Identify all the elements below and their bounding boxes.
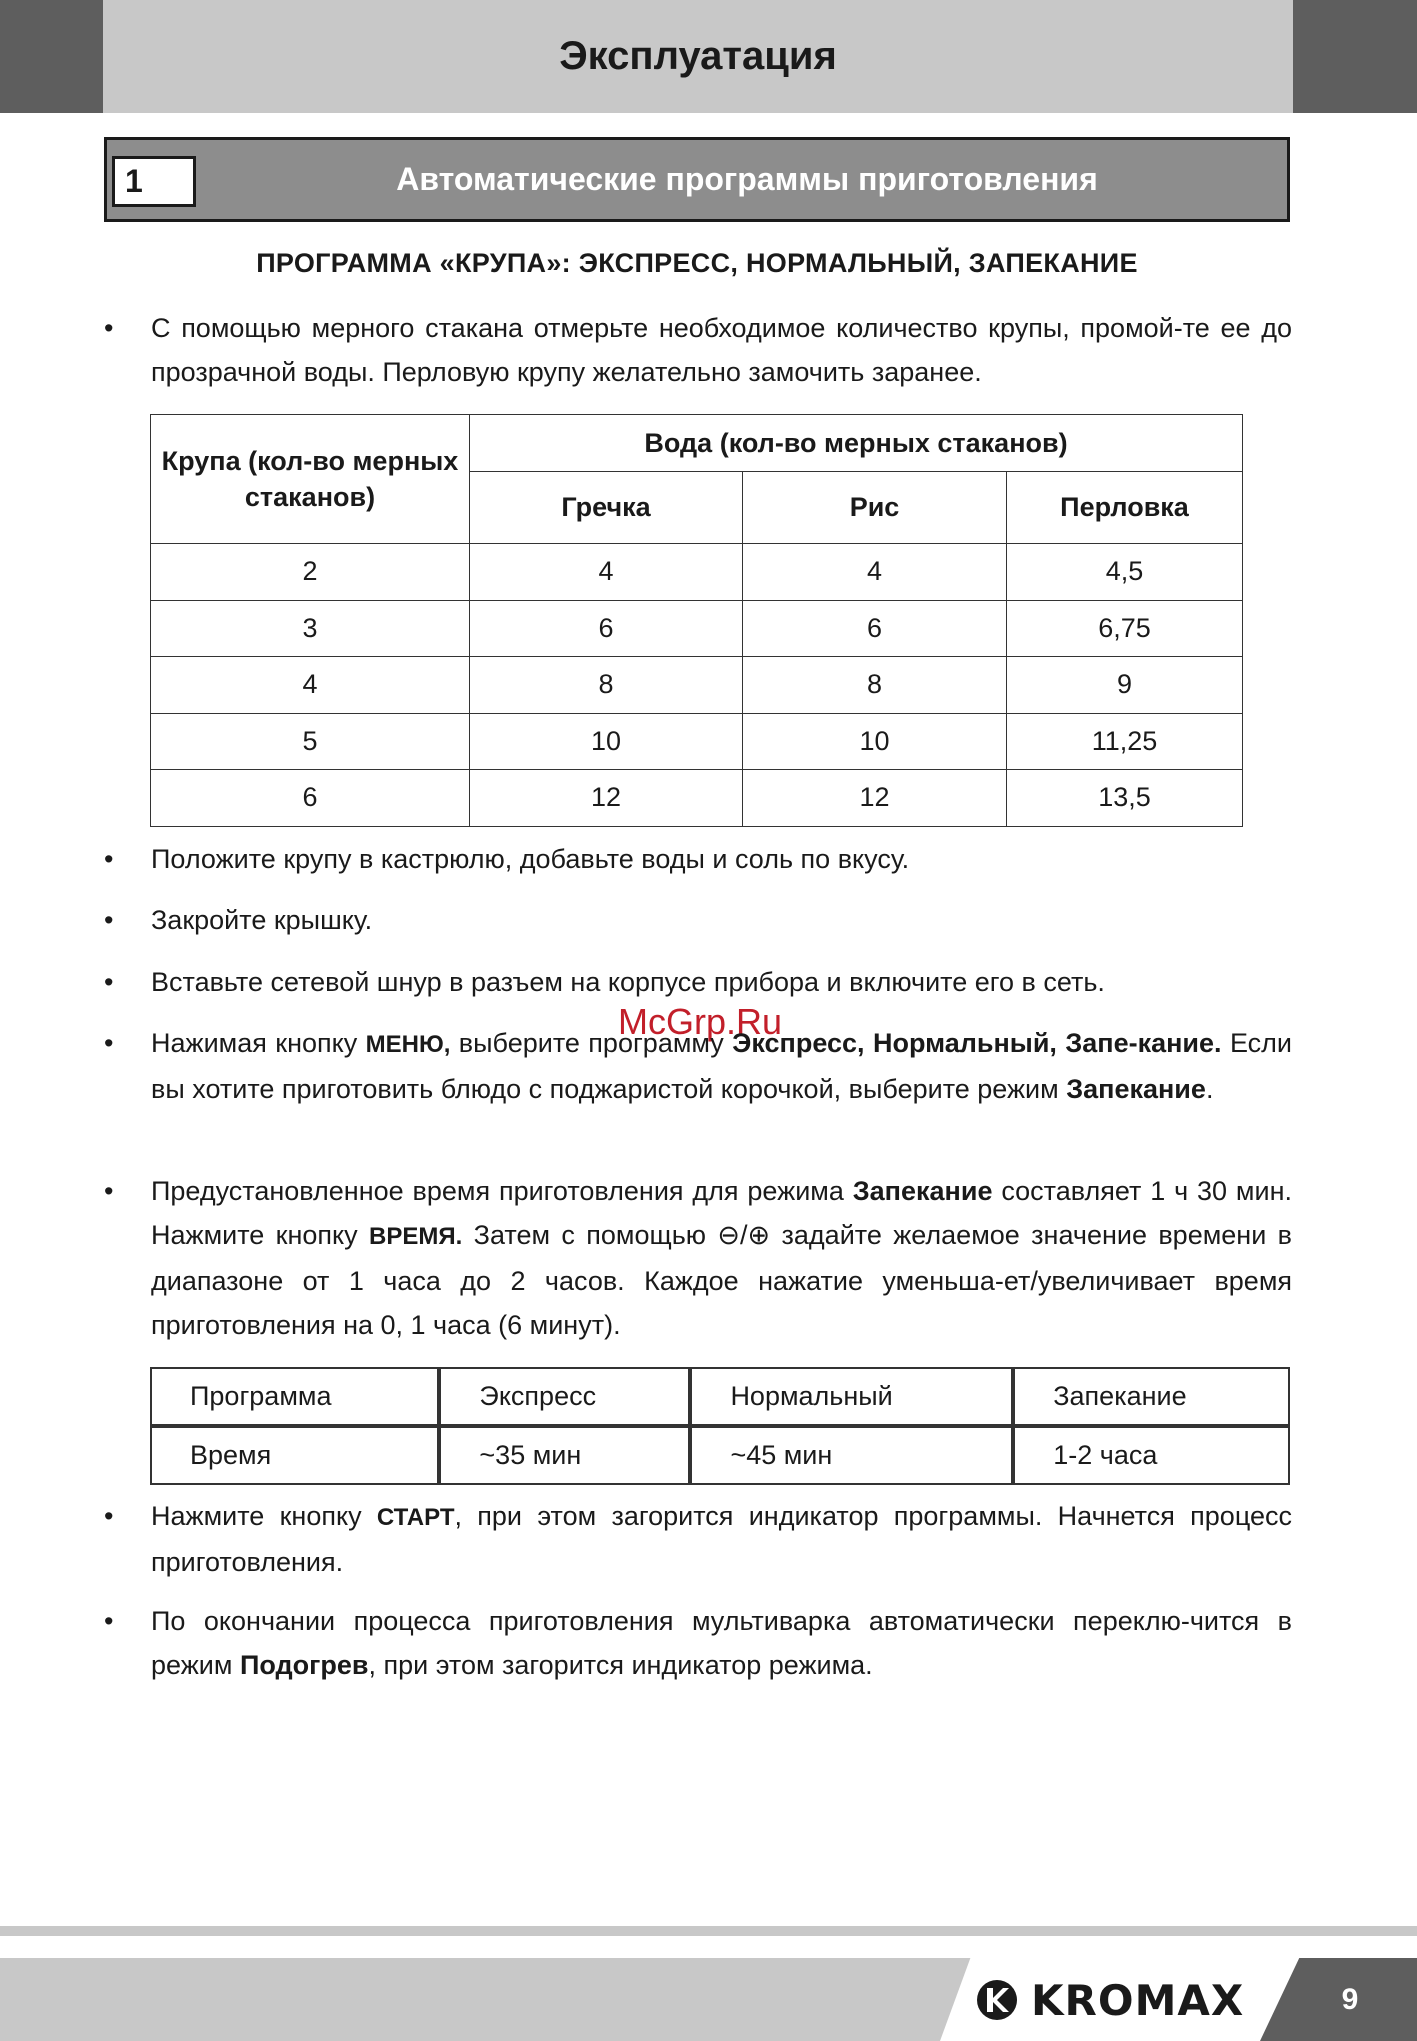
column-header: Рис [743,472,1007,544]
section-number: 1 [112,156,196,207]
kromax-logo-icon [975,1978,1019,2022]
table-row [151,1368,1289,1426]
bullet-text: С помощью мерного стакана отмерьте необходимое количество крупы, промой-те ее до прозрачной воды. Перловую крупу желательно замочить заранее. [151,313,1292,387]
table-cell: 4,5 [1007,544,1243,601]
brand-logo [975,1977,1244,2023]
bullet-text: Закройте крышку. [151,905,373,935]
table-row [151,770,1243,827]
column-header: Перловка [1007,472,1243,544]
grain-water-table [150,414,1243,827]
header-right-block [1293,0,1417,113]
column-header: Гречка [470,472,743,544]
table-cell: 4 [470,544,743,601]
brand-name: KROMAX [1031,1975,1245,2025]
table-cell: 13,5 [1007,770,1243,827]
program-time-table [150,1367,1290,1485]
table-cell: Время [151,1426,439,1484]
table-cell: 6 [743,600,1007,657]
table-cell: 11,25 [1007,713,1243,770]
bullet-item [104,1599,1292,1687]
bullet-icon: • [104,1028,114,1058]
page-title: Эксплуатация [559,34,837,78]
bullet-icon: • [104,1501,114,1531]
table-cell: 10 [470,713,743,770]
table-cell: 8 [470,657,743,714]
bullet-text: Положите крупу в кастрюлю, добавьте воды и соль по вкусу. [151,844,910,874]
bullet-text: Нажимая кнопку МЕНЮ, выберите программу Экспресс, Нормальный, Запе-кание. Если вы хотите приготовить блюдо с поджаристой корочкой, выберите режим Запекание. [151,1028,1292,1104]
table-cell: 12 [470,770,743,827]
bullet-text: Вставьте сетевой шнур в разъем на корпусе прибора и включите его в сеть. [151,967,1105,997]
bullet-item [104,837,1292,881]
table-cell: Программа [151,1368,439,1426]
bullet-text: Нажмите кнопку СТАРТ, при этом загорится индикатор программы. Начнется процесс приготовления. [151,1501,1293,1577]
table-cell: 1-2 часа [1013,1426,1289,1484]
bullet-text: Предустановленное время приготовления для режима Запекание составляет 1 ч 30 мин. Нажмите кнопку ВРЕМЯ. Затем с помощью ⊖/⊕ задайте желаемое значение времени в диапазоне от 1 часа до 2 часов. Каждое нажатие уменьша-ет/увеличивает время приготовления на 0, 1 часа (6 минут). [151,1176,1292,1340]
table-cell: 12 [743,770,1007,827]
bullet-item [104,960,1292,1004]
bullet-item [104,306,1292,394]
bullet-item [104,1494,1292,1584]
table-cell: 4 [743,544,1007,601]
table-cell: 10 [743,713,1007,770]
table-cell: ~35 мин [439,1426,690,1484]
table-cell: 3 [151,600,470,657]
table-cell: Нормальный [690,1368,1013,1426]
table-cell: 9 [1007,657,1243,714]
table-cell: 6 [151,770,470,827]
section-title: Автоматические программы приготовления [396,161,1098,197]
header-left-block [0,0,103,113]
bullet-icon: • [104,967,114,997]
table-row [151,657,1243,714]
bullet-icon: • [104,1176,114,1206]
table-row [151,713,1243,770]
time-key: ВРЕМЯ. [369,1223,463,1250]
table-cell: 2 [151,544,470,601]
table-row [151,544,1243,601]
watermark: McGrp.Ru [618,1001,783,1042]
grain-header: Крупа (кол-во мерных стаканов) [151,415,470,544]
bullet-item [104,1021,1292,1111]
bullet-icon: • [104,313,114,343]
bullet-item [104,1169,1292,1347]
bullet-icon: • [104,844,114,874]
footer-line [0,1926,1417,1936]
bullet-icon: • [104,1606,114,1636]
table-cell: 6,75 [1007,600,1243,657]
table-cell: Экспресс [439,1368,690,1426]
table-cell: 6 [470,600,743,657]
page-number: 9 [1341,1983,1359,2016]
table-cell: Запекание [1013,1368,1289,1426]
menu-key: МЕНЮ, [365,1031,451,1058]
bullet-icon: • [104,905,114,935]
table-cell: 5 [151,713,470,770]
table-cell: ~45 мин [690,1426,1013,1484]
section-bar [104,137,1290,222]
table-cell: 8 [743,657,1007,714]
table-cell: 4 [151,657,470,714]
table-row [151,1426,1289,1484]
start-key: СТАРТ [376,1504,455,1531]
bullet-item [104,898,1292,942]
table-row [151,600,1243,657]
bullet-text: По окончании процесса приготовления мультиварка автоматически переклю-чится в режим Подогрев, при этом загорится индикатор режима. [151,1606,1292,1680]
water-header: Вода (кол-во мерных стаканов) [470,415,1243,472]
program-title: ПРОГРАММА «КРУПА»: ЭКСПРЕСС, НОРМАЛЬНЫЙ, ЗАПЕКАНИЕ [256,248,1138,278]
